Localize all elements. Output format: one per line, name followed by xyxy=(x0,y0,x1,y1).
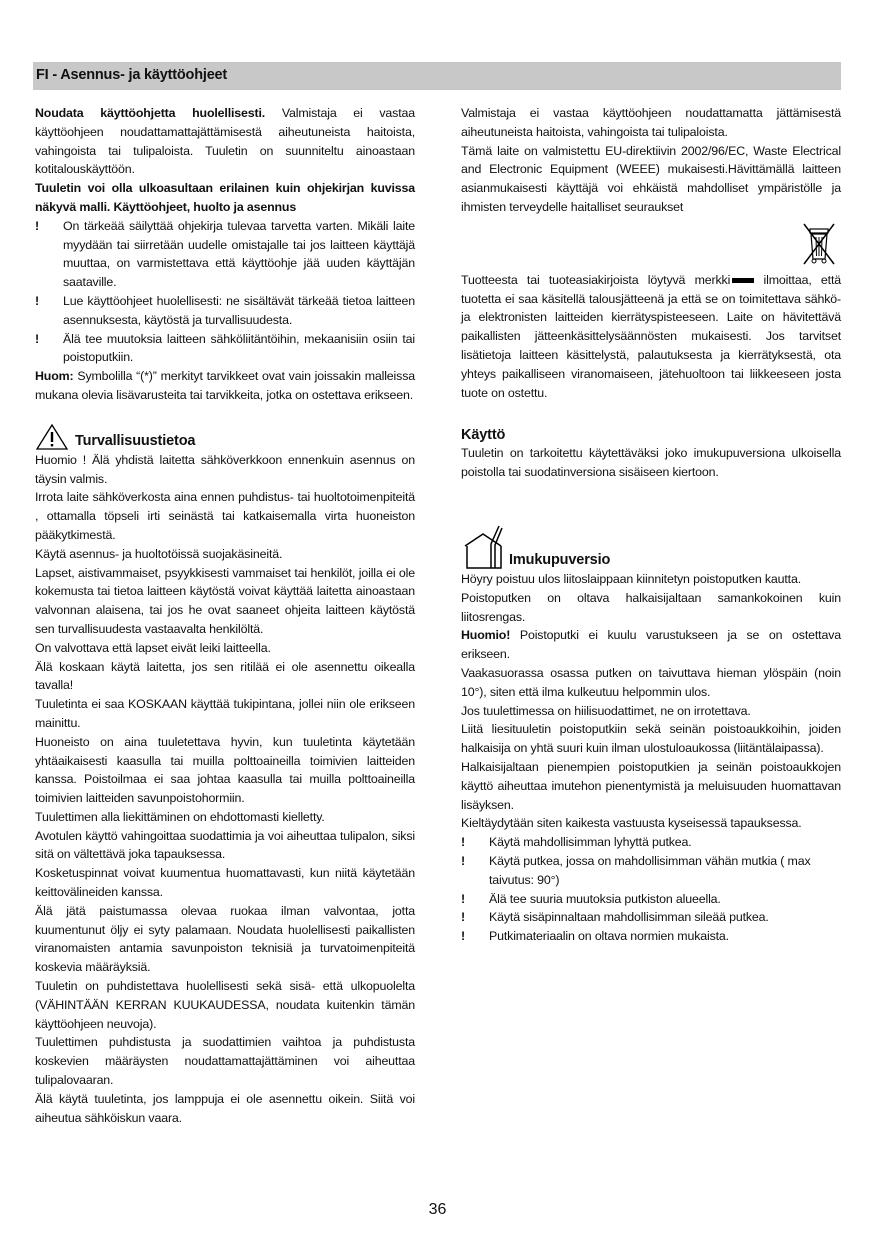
page-header xyxy=(33,62,841,90)
bullet-item xyxy=(461,852,841,890)
exclamation-icon: ! xyxy=(461,929,465,944)
suction-paragraph: Jos tuulettimessa on hiilisuodattimet, ne on irrotettava. xyxy=(461,703,751,718)
model-note xyxy=(35,179,415,217)
exclamation-icon: ! xyxy=(461,853,465,868)
notice-paragraph xyxy=(461,626,841,664)
house-exhaust-icon xyxy=(461,522,505,570)
bullet-item xyxy=(461,833,841,852)
notice-bold: Huomio! xyxy=(461,628,511,643)
suction-paragraph: Vaakasuorassa osassa putken on taivuttava hieman ylöspäin (noin 10°), siten että ilma kulkeutuu helpommin ulos. xyxy=(461,665,841,699)
safety-paragraph: Tuulettimen alla liekittäminen on ehdottomasti kielletty. xyxy=(35,809,325,824)
bullet-item xyxy=(461,927,841,946)
safety-title: Turvallisuustietoa xyxy=(75,432,196,449)
warning-triangle-icon xyxy=(35,423,69,451)
exclamation-icon: ! xyxy=(461,835,465,850)
safety-paragraph: Käytä asennus- ja huoltotöissä suojakäsineitä. xyxy=(35,546,283,561)
safety-paragraph: Tuulettimen puhdistusta ja suodattimien vaihtoa ja puhdistusta koskevien määräysten noudattamattajättäminen voi aiheuttaa tulipalovaaran. xyxy=(35,1035,415,1088)
bullet-item xyxy=(35,330,415,368)
bullet-text: On tärkeää säilyttää ohjekirja tulevaa tarvetta varten. Mikäli laite myydään tai siirretään uudelle omistajalle tai jos laitteen käyttäjä muuttaa, on varmistettava että käyttöohje jää uuden käyttäjän saataville. xyxy=(63,218,415,290)
disposal-paragraph xyxy=(461,271,841,403)
suction-para: Poistoputken on oltava halkaisijaltaan samankokoinen kuin liitosrengas. xyxy=(461,590,841,624)
suction-paragraph: Liitä liesituuletin poistoputkiin sekä seinän poistoaukkoihin, joiden halkaisija on yhtä suuri kuin ilman ulostuloaukossa (liitäntälaipassa). xyxy=(461,722,841,756)
safety-paragraph: Irrota laite sähköverkosta aina ennen puhdistus- tai huoltotoimenpiteitä , ottamalla töpseli irti seinästä tai katkaisemalla virta huoneiston pääkytkimestä. xyxy=(35,490,415,542)
safety-paragraphs xyxy=(35,451,415,1128)
bullet-item xyxy=(35,292,415,330)
suction-heading xyxy=(461,522,841,570)
suction-para: Höyry poistuu ulos liitoslaippaan kiinnitetyn poistoputken kautta. xyxy=(461,571,801,586)
note-bold: Huom: xyxy=(35,369,74,384)
safety-paragraph: On valvottava että lapset eivät leiki laitteella. xyxy=(35,640,271,655)
model-note-text: Tuuletin voi olla ulkoasultaan erilainen kuin ohjekirjan kuvissa näkyvä malli. Käyttöohjeet, huolto ja asennus xyxy=(35,181,415,214)
exclamation-icon: ! xyxy=(461,891,465,906)
crossed-out-bin-icon xyxy=(801,221,837,267)
suction-paragraphs xyxy=(461,664,841,833)
intro-text: Valmistaja ei vastaa käyttöohjeen noudattamattajättämisestä aiheutuneista haitoista, vahingoista tai tulipaloista. Tuuletin on suunniteltu ainoastaan kotitalouskäyttöön. xyxy=(35,106,415,177)
note-text: Symbolilla “(*)” merkityt tarvikkeet ovat vain joissakin malleissa mukana olevia lisävarusteita tai tarvikkeita, jotka on ostettava erikseen. xyxy=(35,369,415,402)
safety-paragraph: Lapset, aistivammaiset, psyykkisesti vammaiset tai henkilöt, joilla ei ole kokemusta tai tietoa laitteen käytöstä voivat käyttää laitetta ainoastaan valvonnan alaisena, tai jos he ovat saaneet ohjeita laitteen käytöstä sen turvallisuudesta vastaavalta henkilöltä. xyxy=(35,565,415,636)
page-number: 36 xyxy=(428,1201,447,1218)
bullet-text: Lue käyttöohjeet huolellisesti: ne sisältävät tärkeää tietoa laitteen asennuksesta, käytöstä ja turvallisuudesta. xyxy=(63,293,415,327)
safety-paragraph: Älä jätä paistumassa olevaa ruokaa ilman valvontaa, jotta kuumentunut öljy ei syty palamaan. Noudata huolellisesti paikallisten viranomaisten antamia savunpoiston teknisiä ja turvatoimenpiteitä koskevia määräyksiä. xyxy=(35,903,415,975)
safety-paragraph: Älä käytä tuuletinta, jos lamppuja ei ole asennettu oikein. Siitä voi aiheutua sähköiskun vaara. xyxy=(35,1091,415,1125)
use-heading xyxy=(461,424,841,444)
suction-title: Imukupuversio xyxy=(509,552,611,569)
bullet-text: Käytä sisäpinnaltaan mahdollisimman sileää putkea. xyxy=(489,910,769,925)
exclamation-icon: ! xyxy=(35,218,39,233)
exclamation-icon: ! xyxy=(35,331,39,346)
pipe-bullets xyxy=(461,833,841,946)
suction-paragraph: Kieltäydytään siten kaikesta vastuusta kyseisessä tapauksessa. xyxy=(461,816,802,831)
safety-paragraph: Huomio ! Älä yhdistä laitetta sähköverkkoon ennenkuin asennus on täysin valmis. xyxy=(35,452,415,486)
intro-bold: Noudata käyttöohjetta huolellisesti. xyxy=(35,106,266,120)
bullet-item xyxy=(35,217,415,292)
use-paragraph: Tuuletin on tarkoitettu käytettäväksi joko imukupuversiona ulkoisella poistolla tai suodatinversiona sisäiseen kiertoon. xyxy=(461,446,841,480)
intro-paragraph xyxy=(35,104,415,179)
left-column xyxy=(35,104,415,1127)
header-title: FI - Asennus- ja käyttöohjeet xyxy=(36,67,228,83)
right-column xyxy=(461,104,841,946)
weee-symbol-area xyxy=(461,217,841,271)
exclamation-icon: ! xyxy=(461,910,465,925)
safety-paragraph: Tuuletin on puhdistettava huolellisesti sekä sisä- että ulkopuolelta (VÄHINTÄÄN KERRAN KUUKAUDESSA, noudata kuitenkin tämän käyttöohjeen neuvoja). xyxy=(35,979,415,1031)
disposal-text-rest: ilmoittaa, että tuotetta ei saa käsitellä talousjätteenä ja että se on toimitettava sähkö- ja elektronisten laitteiden kierrätyspisteeseen. Laite on hävitettävä paikallisten jätteenkäsittelysäännösten mukaisesti. Jos tarvitset lisätietoja laitteen käsittelystä, palautuksesta ja kierrätyksestä, ota yhteys paikalliseen viranomaiseen, jätehuoltoon tai liikkeeseen josta tuote on ostettu. xyxy=(461,272,841,400)
use-title: Käyttö xyxy=(461,426,506,443)
safety-paragraph: Älä koskaan käytä laitetta, jos sen ritilää ei ole asennettu oikealla tavalla! xyxy=(35,659,415,693)
safety-paragraph: Kosketuspinnat voivat kuumentua huomattavasti, kun niitä käytetään keittovälineiden kanssa. xyxy=(35,866,415,900)
notice-text: Poistoputki ei kuulu varustukseen ja se on ostettava erikseen. xyxy=(461,628,841,662)
safety-paragraph: Tuuletinta ei saa KOSKAAN käyttää tukipintana, jollei niin ole erikseen mainittu. xyxy=(35,697,415,730)
bullet-item xyxy=(461,890,841,909)
safety-heading xyxy=(35,423,415,451)
bullet-text: Käytä mahdollisimman lyhyttä putkea. xyxy=(489,835,692,850)
safety-paragraph: Huoneisto on aina tuuletettava hyvin, kun tuuletinta käytetään yhtäaikaisesti kaasulla tai muilla polttoaineilla toimivien laitteiden kanssa. Poistoilmaa ei saa johtaa kaasulla tai muilla polttoaineilla toimivien laitteiden savunpoistohormiin. xyxy=(35,734,415,806)
weee-paragraph: Tämä laite on valmistettu EU-direktiivin 2002/96/EC, Waste Electrical and Electronic Equipment (WEEE) mukaisesti.Hävittämällä laitteen asianmukaisesti käyttäjä voi ehkäistä mahdolliset ympäristölle ja ihmisten terveydelle haitalliset seuraukset xyxy=(461,143,841,214)
safety-paragraph: Avotulen käyttö vahingoittaa suodattimia ja voi aiheuttaa tulipalon, siksi sitä on vältettävä joka tapauksessa. xyxy=(35,828,415,862)
suction-paragraph: Halkaisijaltaan pienempien poistoputkien ja seinän poistoaukkojen käyttö aiheuttaa imutehon pienentymistä ja meluisuuden huomattavan lisäyksen. xyxy=(461,759,841,812)
bullet-item xyxy=(461,908,841,927)
bullet-text: Älä tee suuria muutoksia putkiston alueella. xyxy=(489,891,721,906)
disposal-text-start: Tuotteesta tai tuoteasiakirjoista löytyvä merkki xyxy=(461,272,731,287)
exclamation-icon: ! xyxy=(35,293,39,308)
note-paragraph xyxy=(35,367,415,405)
liability-paragraph: Valmistaja ei vastaa käyttöohjeen noudattamatta jättämisestä aiheutuneista haitoista, vahingoista tai tulipaloista. xyxy=(461,106,841,139)
bullet-text: Putkimateriaalin on oltava normien mukaista. xyxy=(489,929,729,944)
bullet-text: Älä tee muutoksia laitteen sähköliitäntöihin, mekaanisiin osiin tai poistoputkiin. xyxy=(63,331,415,365)
bullet-text: Käytä putkea, jossa on mahdollisimman vähän mutkia ( max taivutus: 90°) xyxy=(489,853,811,887)
black-bar-icon xyxy=(732,278,754,283)
